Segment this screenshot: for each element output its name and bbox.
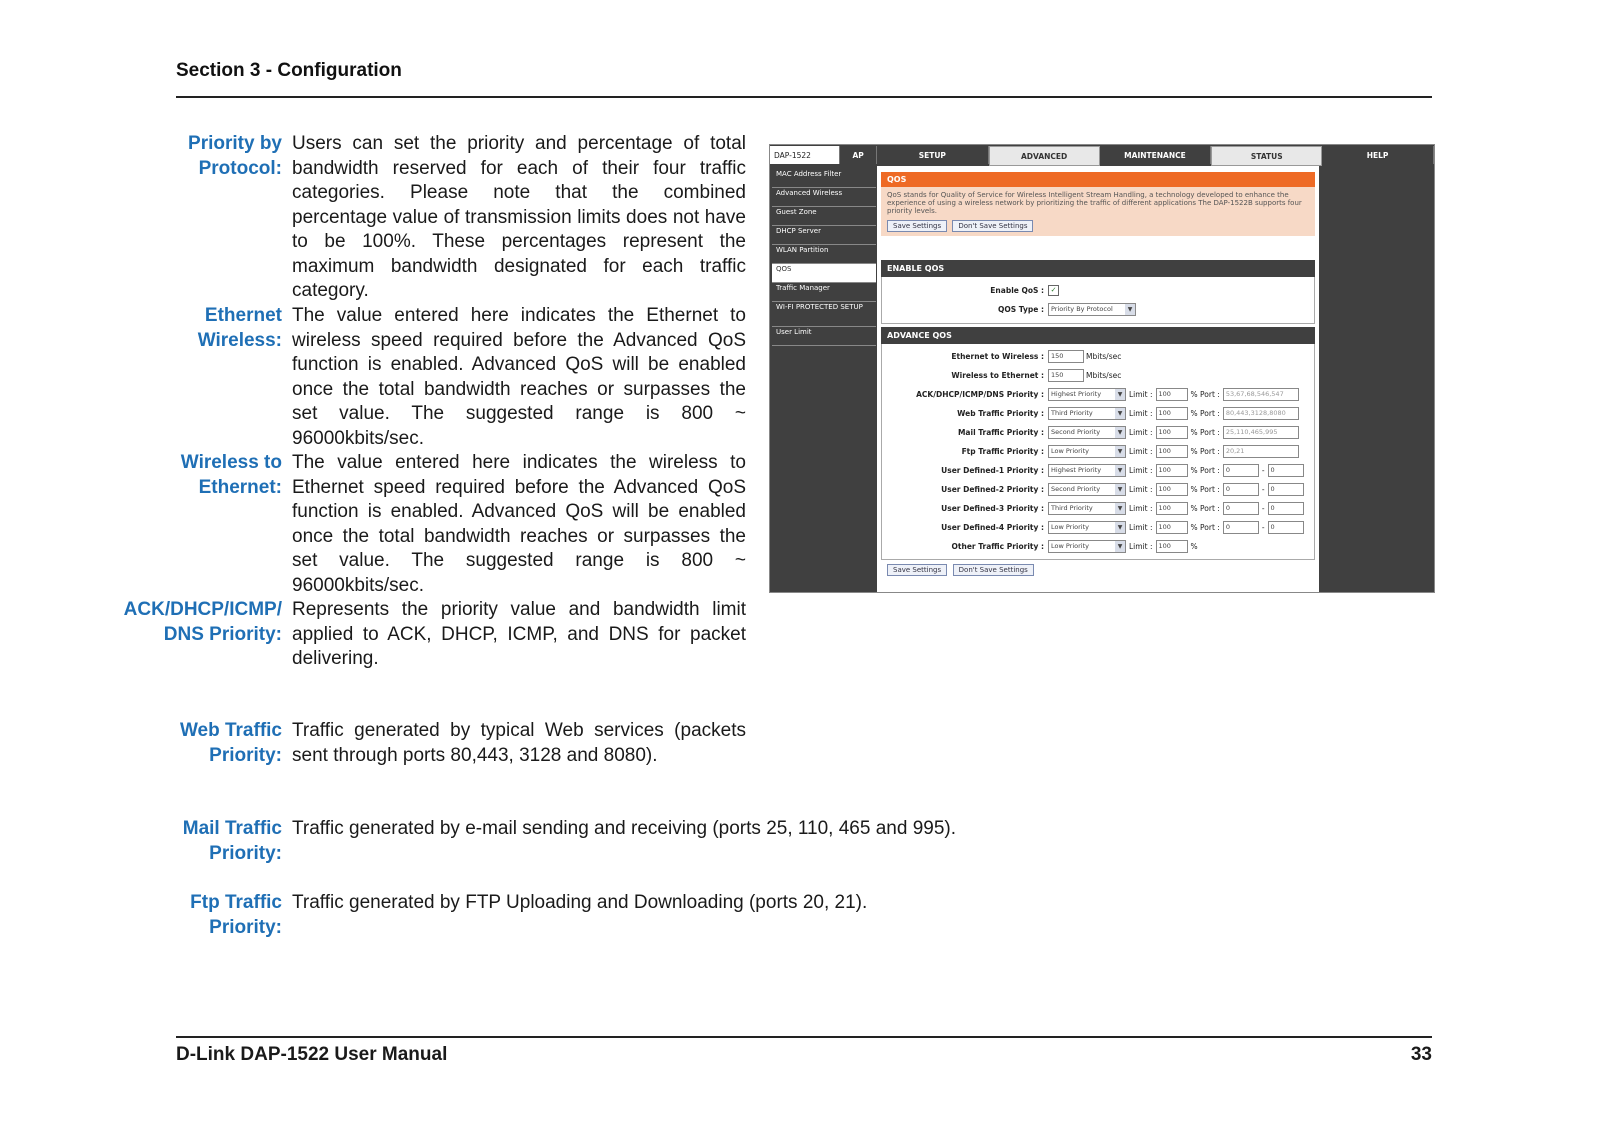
priority-select[interactable]: Third Priority ▼ (1048, 502, 1126, 515)
priority-select[interactable]: Low Priority ▼ (1048, 540, 1126, 553)
tab-setup[interactable]: SETUP (877, 146, 989, 164)
port-input[interactable]: 53,67,68,546,547 (1223, 388, 1299, 401)
limit-label: Limit : (1129, 447, 1153, 456)
port-label: % Port : (1190, 466, 1220, 475)
limit-label: Limit : (1129, 542, 1153, 551)
sidebar (772, 169, 876, 346)
wl-eth-input[interactable]: 150 (1048, 369, 1084, 382)
priority-label: Web Traffic Priority : (957, 409, 1044, 418)
limit-label: Limit : (1129, 485, 1153, 494)
term: ACK/DHCP/ICMP/ DNS Priority: (123, 599, 282, 645)
priority-row-user4 (882, 518, 1314, 537)
tab-help[interactable]: HELP (1322, 146, 1434, 164)
router-screenshot (769, 144, 1435, 593)
page-number: 33 (1410, 1044, 1432, 1065)
enable-qos-box (881, 260, 1315, 324)
limit-input[interactable]: 100 (1156, 426, 1188, 439)
port-to-input[interactable]: 0 (1268, 521, 1304, 534)
term: Web Traffic Priority: (179, 720, 282, 766)
port-range-dash: - (1261, 523, 1265, 532)
item-ftp-traffic (100, 891, 1092, 940)
priority-label: User Defined-1 Priority : (941, 466, 1044, 475)
description: The value entered here indicates the Ethernet to wireless speed required before the Advanced QoS function is enabled. Advanced QoS will be enabled once the total bandwidth reaches or surpasses the set value. The suggested range is 800 ~ 96000kbits/sec. (292, 305, 746, 449)
limit-label: Limit : (1129, 390, 1153, 399)
tab-advanced[interactable]: ADVANCED (989, 146, 1100, 166)
advance-qos-panel (881, 344, 1315, 560)
qos-intro-box (881, 172, 1315, 236)
port-range-dash: - (1261, 504, 1265, 513)
wl-eth-label: Wireless to Ethernet : (951, 371, 1044, 380)
item-priority-by-protocol (100, 132, 746, 304)
priority-select[interactable]: Highest Priority ▼ (1048, 388, 1126, 401)
eth-wl-unit: Mbits/sec (1086, 352, 1122, 361)
eth-wl-row (882, 347, 1314, 366)
term: Ethernet Wireless: (197, 305, 282, 351)
sidebar-item-dhcp-server[interactable]: DHCP Server (772, 226, 876, 245)
priority-select[interactable]: Second Priority ▼ (1048, 426, 1126, 439)
item-wireless-ethernet (100, 451, 746, 598)
term: Ftp Traffic Priority: (190, 892, 282, 938)
sidebar-item-traffic-manager[interactable]: Traffic Manager (772, 283, 876, 302)
port-label: % Port : (1190, 428, 1220, 437)
limit-label: Limit : (1129, 428, 1153, 437)
footer-title: D-Link DAP-1522 User Manual (176, 1044, 448, 1065)
sidebar-item-qos[interactable]: QOS (772, 264, 876, 283)
term: Wireless to Ethernet: (180, 452, 282, 498)
enable-qos-checkbox[interactable]: ✓ (1048, 285, 1059, 296)
term: Priority by Protocol: (188, 133, 282, 179)
enable-qos-row (882, 281, 1314, 300)
port-from-input[interactable]: 0 (1223, 521, 1259, 534)
priority-select[interactable]: Low Priority ▼ (1048, 445, 1126, 458)
description: Traffic generated by e-mail sending and receiving (ports 25, 110, 465 and 995). (292, 818, 956, 839)
priority-label: Mail Traffic Priority : (957, 428, 1044, 437)
enable-qos-panel (881, 277, 1315, 324)
qos-type-select[interactable]: Priority By Protocol ▼ (1048, 303, 1136, 316)
priority-select[interactable]: Highest Priority ▼ (1048, 464, 1126, 477)
limit-input[interactable]: 100 (1156, 464, 1188, 477)
port-to-input[interactable]: 0 (1268, 483, 1304, 496)
priority-row-ftp (882, 442, 1314, 461)
priority-label: Ftp Traffic Priority : (961, 447, 1044, 456)
limit-label: Limit : (1129, 466, 1153, 475)
port-label: % Port : (1190, 523, 1220, 532)
mode-label: AP (840, 146, 877, 164)
item-ack-priority (100, 598, 746, 672)
port-from-input[interactable]: 0 (1223, 464, 1259, 477)
port-label: % Port : (1190, 485, 1220, 494)
item-mail-traffic (100, 817, 1092, 866)
port-to-input[interactable]: 0 (1268, 464, 1304, 477)
sidebar-item-wps[interactable]: WI-FI PROTECTED SETUP (772, 302, 876, 327)
dont-save-button-bottom[interactable]: Don't Save Settings (953, 564, 1034, 576)
top-tabs (770, 145, 1434, 165)
advance-qos-box (881, 327, 1315, 576)
percent-label: % (1190, 542, 1198, 551)
item-web-traffic (100, 719, 746, 768)
priority-select[interactable]: Third Priority ▼ (1048, 407, 1126, 420)
wl-eth-unit: Mbits/sec (1086, 371, 1122, 380)
footer-rule (176, 1036, 1432, 1038)
sidebar-item-mac-filter[interactable]: MAC Address Filter (772, 169, 876, 188)
priority-row-user3 (882, 499, 1314, 518)
description: Traffic generated by typical Web services (packets sent through ports 80,443, 3128 and 8080). (292, 720, 746, 766)
limit-input[interactable]: 100 (1156, 521, 1188, 534)
port-from-input[interactable]: 0 (1223, 502, 1259, 515)
port-range-dash: - (1261, 485, 1265, 494)
port-label: % Port : (1190, 409, 1220, 418)
tab-maintenance[interactable]: MAINTENANCE (1100, 146, 1212, 164)
description: Represents the priority value and bandwidth limit applied to ACK, DHCP, ICMP, and DNS for packet delivering. (292, 599, 746, 669)
qos-description: QoS stands for Quality of Service for Wireless Intelligent Stream Handling, a technology developed to enhance the experience of using a wireless network by prioritizing the traffic of different applications The DAP-1522B supports four priority levels. (887, 191, 1302, 215)
bottom-buttons (881, 564, 1315, 576)
eth-wl-label: Ethernet to Wireless : (951, 352, 1044, 361)
priority-label: User Defined-3 Priority : (941, 504, 1044, 513)
priority-row-user2 (882, 480, 1314, 499)
qos-type-row (882, 300, 1314, 319)
priority-row-other (882, 537, 1314, 556)
qos-description-area (881, 187, 1315, 236)
priority-select[interactable]: Low Priority ▼ (1048, 521, 1126, 534)
port-from-input[interactable]: 0 (1223, 483, 1259, 496)
sidebar-item-user-limit[interactable]: User Limit (772, 327, 876, 346)
port-range-dash: - (1261, 466, 1265, 475)
description: Users can set the priority and percentage of total bandwidth reserved for each of their four traffic categories. Please note that the combined percentage value of transmission limits does not have to be 100%. These percentages represent the maximum bandwidth designated for each traffic category. (292, 133, 746, 301)
eth-wl-input[interactable]: 150 (1048, 350, 1084, 363)
enable-qos-label: Enable QoS : (990, 286, 1044, 295)
qos-title: QOS (881, 172, 1315, 187)
sidebar-item-advanced-wireless[interactable]: Advanced Wireless (772, 188, 876, 207)
port-input[interactable]: 25,110,465,995 (1223, 426, 1299, 439)
limit-input[interactable]: 100 (1156, 445, 1188, 458)
priority-label: User Defined-2 Priority : (941, 485, 1044, 494)
priority-label: User Defined-4 Priority : (941, 523, 1044, 532)
model-label: DAP-1522 (770, 146, 840, 164)
priority-row-user1 (882, 461, 1314, 480)
qos-type-label: QOS Type : (998, 305, 1044, 314)
priority-select[interactable]: Second Priority ▼ (1048, 483, 1126, 496)
limit-input[interactable]: 100 (1156, 407, 1188, 420)
limit-label: Limit : (1129, 409, 1153, 418)
section-header: Section 3 - Configuration (176, 60, 402, 81)
header-rule (176, 96, 1432, 98)
sidebar-item-wlan-partition[interactable]: WLAN Partition (772, 245, 876, 264)
limit-input[interactable]: 100 (1156, 540, 1188, 553)
limit-input[interactable]: 100 (1156, 388, 1188, 401)
enable-qos-heading: ENABLE QOS (881, 260, 1315, 277)
port-input[interactable]: 20,21 (1223, 445, 1299, 458)
port-label: % Port : (1190, 504, 1220, 513)
limit-label: Limit : (1129, 504, 1153, 513)
sidebar-item-guest-zone[interactable]: Guest Zone (772, 207, 876, 226)
save-settings-button-bottom[interactable]: Save Settings (887, 564, 947, 576)
limit-label: Limit : (1129, 523, 1153, 532)
description: The value entered here indicates the wireless to Ethernet speed required before the Advanced QoS function is enabled. Advanced QoS will be enabled once the total bandwidth reaches or surpasses the set value. The suggested range is 800 ~ 96000kbits/sec. (292, 452, 746, 596)
main-panel (877, 166, 1319, 592)
priority-row-web (882, 404, 1314, 423)
description: Traffic generated by FTP Uploading and Downloading (ports 20, 21). (292, 892, 868, 913)
save-settings-button[interactable]: Save Settings (887, 220, 947, 232)
wl-eth-row (882, 366, 1314, 385)
priority-label: Other Traffic Priority : (951, 542, 1044, 551)
priority-label: ACK/DHCP/ICMP/DNS Priority : (916, 390, 1044, 399)
limit-input[interactable]: 100 (1156, 502, 1188, 515)
port-to-input[interactable]: 0 (1268, 502, 1304, 515)
item-ethernet-wireless (100, 304, 746, 451)
limit-input[interactable]: 100 (1156, 483, 1188, 496)
port-label: % Port : (1190, 447, 1220, 456)
help-column (1321, 166, 1434, 592)
tab-status[interactable]: STATUS (1211, 146, 1322, 166)
port-input[interactable]: 80,443,3128,8080 (1223, 407, 1299, 420)
advance-qos-heading: ADVANCE QOS (881, 327, 1315, 344)
port-label: % Port : (1190, 390, 1220, 399)
priority-row-ack (882, 385, 1314, 404)
dont-save-button[interactable]: Don't Save Settings (952, 220, 1033, 232)
term: Mail Traffic Priority: (182, 818, 282, 864)
priority-row-mail (882, 423, 1314, 442)
